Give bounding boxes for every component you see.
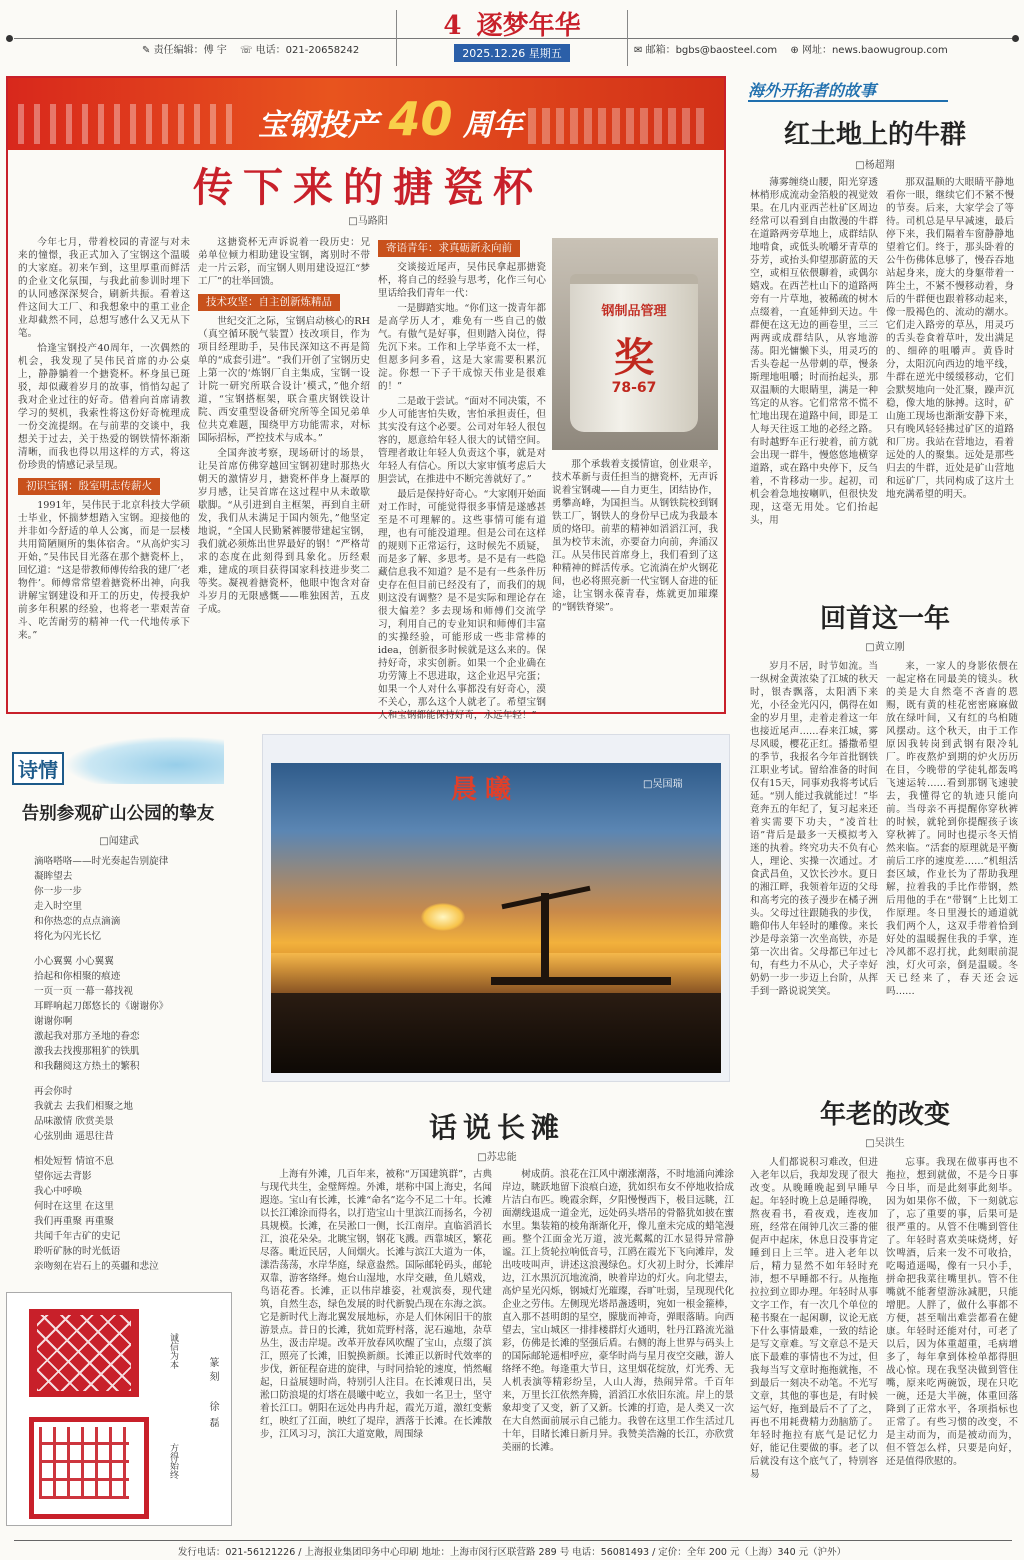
cup-inscription: 钢制品管理 <box>601 304 667 319</box>
paragraph: 岁月不居，时节如流。当一纵树金黄浓染了江城的秋天时，银杏飘落，太阳洒下来光，小径金光闪闪，偶得在如金的岁月里，走着走着这一年也接近尾声……春来江城，雾尽风暖，樱花正红。播撒希望的季节，我报名今年首批钢铁江职业考试。留给准备的时间仅有15天，同事劝我将考试后延。“别人能过我就能过！”毕竟奔五的年纪了，复习起来还着实需要下功夫，“凌首壮语”背后是最多一天模拟考入迷的执着。终究功夫不负有心人，理论、实操一次通过。才食武昌鱼，又饮长沙水。夏日的湘江畔，我领着年迈的父母和高考完的孩子漫步在橘子洲头。父母过往跟随我的步伐，瞻仰伟人年轻时的雕像。来长沙是母亲第一次坐高铁，亦是第一次出省。父母都已年过七旬，有些力不从心，犬子幸好奶奶一步一步迈上台阶，从挥手到一路说说笑笑。 <box>750 661 878 997</box>
paragraph: 忘事。我现在做事再也不拖拉，想到就做，不是今日事今日毕，而是此刻事此刻毕。因为如果你不做，下一刻就忘了，忘了重要的事，后果可是很严重的。从管不住嘴到管住了。年轻时喜欢美味烧烤，好饮啤酒，后来一发不可收拾，吃喝逍遥喝，像有一只小手，拼命把我菜往嘴里扒。管不住嘴就不能奢望游泳减肥，只能增肥。人胖了，做什么事都不方便，甚至喘出难尝都看在健康。年轻时还能对付，可老了以后，因为体重超重，毛病增多了，每年拿到体检单都得胆战心惊。现在我坚决做到管住嘴，原来吃两碗饭，现在只吃一碗，还是大半碗，体重回落降到了正常水平，各项指标也正常了。有些习惯的改变，不是主动而为，而是被动而为，但不管怎么样，只要是向好，还是值得欣慰的。 <box>886 1157 1018 1467</box>
cup-award-char: 奖 <box>614 334 654 381</box>
paragraph: 世纪交汇之际，宝钢启动核心的RH（真空循环脱气装置）技改项目，作为项目经理助手，吴伟民深知这不再是简单的“成套引进”。“我们开创了宝钢历史上第一次的‘炼钢厂自主集成，宝钢一设计院一研究所联合设计’模式，”他介绍道，“宝钢搭框架，联合重庆钢铁设计院、西安重型设备研究所等全国兄弟单位共克难题，围绕甲方功能需求，对标国际招标，严控技术与成本。” <box>198 316 370 444</box>
poem-line: 相处短暂 情谊不息 <box>34 1156 114 1167</box>
poem-stanza <box>34 854 228 944</box>
poem-line: 凝眸望去 <box>34 871 73 882</box>
sun <box>421 903 465 931</box>
lookback-col-1 <box>750 660 878 1044</box>
poem-line: 何时在这里 在这里 <box>34 1201 114 1212</box>
poem-line: 小心翼翼 小心翼翼 <box>34 956 114 967</box>
seal-box <box>6 1292 232 1526</box>
pier-silhouette <box>491 977 671 985</box>
poem-line: 再会你时 <box>34 1086 73 1097</box>
photo-title: 晨曦 <box>451 775 520 805</box>
main-col-2 <box>198 236 370 706</box>
river-reflection <box>271 953 721 993</box>
sunrise-photo <box>271 763 721 1073</box>
changtan-col-2 <box>502 1168 734 1534</box>
poem-line: 品味激情 欣赏美景 <box>34 1116 114 1127</box>
poem-section <box>4 736 232 1276</box>
poem-line: 拾起和你相聚的痕迹 <box>34 971 121 982</box>
changtan-title: 话说长滩 <box>428 1111 565 1144</box>
poem-stanza <box>34 1154 228 1274</box>
footer-text: 发行电话：021-56121226 / 上海报业集团印务中心印刷 地址：上海市闵行区联营路 289 号 电话：56081493 / 定价：全年 200 元（上海）340 元（沪外） <box>177 1547 847 1558</box>
paragraph: 恰逢宝钢投产40周年，一次偶然的机会，我发现了吴伟民首席的办公桌上，静静躺着一个搪瓷杯。杯身虽已斑驳，却似藏着岁月的故事，悄悄勾起了我对企业过往的好奇。借着向首席请教学习的契机，我索性将这份好奇梳理成一份交流提纲。在与前辈的交谈中，我想关于过去，关于热爱的钢铁情怀渐渐清晰，而我也得以用这样的方式，将这份珍贵的情感记录呈现。 <box>18 343 190 471</box>
author-mark: □ <box>99 836 109 847</box>
footer-line <box>14 1540 1012 1541</box>
overseas-col-1 <box>750 176 878 572</box>
poem-line: 我们再重聚 再重聚 <box>34 1216 114 1227</box>
poem-line: 我就去 去我们相聚之地 <box>34 1101 133 1112</box>
paragraph: 树成荫。浪花在江风中潮涨潮落，不时地涌向滩涂岸边，眺跃地留下浪痕白迹，犹如织布女不停地收拾成片洁白布匹。晚霞余辉，夕阳慢慢西下，极目远眺，江面潮线退成一道金光，远处码头塔吊的骨骼犹如披在蜜水里。集装箱的棱角渐渐化开，像儿童未完成的蜡笔漫画。整个江面金光万道，波光粼粼的江水显得异常静谧。江上货轮拉响低音号，江鸥在霞光下飞向滩岸，发出吱吱叫声，讲述这浪漫绿色。灯火初上时分，长滩岸边，江水黑沉沉地流淌，映着岸边的灯火。向北望去，高炉星光闪烁，钢城灯光璀璨，吞旷吐弱，呈现现代化企业之劳伟。左侧现光塔昂盏透明，宛如一根金箍棒，直入那不甚明朗的星空，朦胧而神奇，弹眼落睛。向西望去，宝山城区一排排楼群灯火通明，牡丹江路流光溢彩，仿佛是长滩的坚强后盾。右侧的海上世界与码头上的国际邮轮遥相呼应，豪华时尚与星月夜空交融，游人络绎不绝。每逢重大节日，这里烟花绽放，灯光秀、无人机表演等精彩纷呈，人山人海，热闹异常。千百年来，万里长江依然奔腾，滔滔江水依旧东流。岸上的景象却变了又变，新了又新。长滩的打造，是人类又一次在大自然面前展示自己能力。我曾在这里工作生活过几十年，目睹长滩日新月异。我赞美浩瀚的长江，亦欣赏美丽的长滩。 <box>502 1169 734 1453</box>
subhead-1: 初识宝钢：殷室明志传薪火 <box>18 478 160 495</box>
header-dot-left <box>6 35 13 42</box>
paragraph: 上海有外滩，几百年来，被称“万国建筑群”，古典与现代共生，金璧辉煌。外滩，堪称中国上海史，名闻遐迩。宝山有长滩，长滩“命名”迄今不足二十年。长滩以长江滩涂而得名，以打造宝山十里滨江而扬名，今初具规模。长滩，在吴淞口一侧，长江南岸。直临滔滔长江，浪花朵朵。北眺宝钢，钢花飞溅。西靠城区，繁花尽落。毗近民居，人间烟火。长滩与滨江大道为一体，漾浩荡荡，水岸华庭，绿意盎然。国际邮轮码头，邮轮双靠，游客络绎。炮台山湿地，水岸交融，鱼儿嬉戏，鸟语花香。长滩，正以伟岸雄姿，社观滨奏，现代建筑，自然生态，绿色发展的时代新貌凸现在东海之滨。它是新时代上海北翼发展地标，亦是人们休闲旧干的旅游景点。昔日的长滩，犹如荒野村落，泥石遍地，杂草丛生，汲击岸堤。改革开放春风吹醒了宝山，点缀了滨江，照亮了长滩，旧貌换新颜。长滩正以新时代效率的步伐，新征程奋进的旋律，与时同拾轮的速度，悄然崛起，日益展翅时尚，特别引人注目。在长滩观日出，吴淞口防浪堤的灯塔在晨曦中屹立，我如一名卫士，坚守着长江口。朝阳在远处冉冉升起，霞光万道，激红变紫红，映红了江面，映红了堤岸，洒落于长滩。在长滩散步，江风习习，滨江大道宽敞，周围绿 <box>260 1169 492 1440</box>
banner-right: 周年 <box>462 108 523 143</box>
changtan-author: 苏忠能 <box>486 1152 517 1163</box>
main-article-author: 马路阳 <box>357 216 388 227</box>
main-col-4 <box>552 458 718 706</box>
main-article-title: 传下来的搪瓷杯 <box>193 164 543 211</box>
enamel-cup-photo <box>552 238 718 450</box>
cup-body <box>570 274 698 432</box>
paragraph: 这搪瓷杯无声诉说着一段历史：兄弟单位倾力相助建设宝钢，离别时不带走一片云彩，而宝钢人则用建设逗江“梦工厂”的壮举回馈。 <box>198 237 370 287</box>
page-number: 4 <box>443 11 462 41</box>
oldage-author: 吴洪生 <box>874 1138 905 1149</box>
oldage-section <box>750 1094 1020 1538</box>
overseas-section <box>730 76 1020 576</box>
poem-line: 激我去找搜那粗犷的铁肌 <box>34 1046 140 1057</box>
poem-line: 聆听矿脉的时光低语 <box>34 1246 121 1257</box>
header-phone: 电话：021-20658242 <box>255 45 360 56</box>
paragraph: 一是脚踏实地。“你们这一拨青年都是高学历人才，难免有一些自己的傲气。有傲气是好事，但则踏入岗位，得先沉下来。工作和上学毕竟不太一样，但愿多问多看，这是大家需要积累沉淀。你想一下子干成惊天伟业是很难的！” <box>378 303 546 392</box>
changtan-section <box>254 1106 740 1536</box>
subhead-3: 寄语青年：求真砺新永向前 <box>378 240 520 257</box>
paragraph: 最后是保持好奇心。“大家刚开始面对工作时，可能觉得很多事情是遂感甚至是不可理解的。这些事情可能有道理，也有可能没道理。但是公司在这样的规则下正常运行，这时候先不质疑，而是多了解、多思考。是不是有一些隐藏信息我不知道？是不是有一些条件历史存在但目前已经没有了，而我们的规则这没有调整？是不是实际和理论存在很大偏差？多去现场和师傅们交流学习，利用自己的专业知识和师傅们丰富的实操经验，可能形成一些非常棒的idea，创新很多时候就是这么来的。保持好奇，求实创新。如果一个企业确在功劳簿上不思进取，这企业迟早完蛋；如果一个人对什么事都没有好奇心，漠不关心，那么这个人就老了。希望宝钢人和宝钢都能保持好奇，永远年轻！” <box>378 489 546 721</box>
cup-number: 78-67 <box>611 380 657 396</box>
poem-line: 和你热恋的点点滴滴 <box>34 916 121 927</box>
poem-line: 一页一页 一幕一幕找视 <box>34 986 133 997</box>
web-icon: ⊕ <box>790 45 799 56</box>
paragraph: 薄雾缠绕山腰，阳光穿透林梢形成流动金箔般的视觉效果。在几内亚西芒杜矿区周边经常可以看到自由散漫的牛群在道路两旁草地上，成群结队地啃食，或低头吮嚼牙青草的芬芳，或抬头仰望那蔚蓝的天空，或相互依偎聊着，或偶尔嬉戏。在西芒杜山下的道路两旁有一片草地，被稀疏的树木点缀着，一直延伸到天边。牛群便在这无边的画卷里，三三两两或成群结队，从容地游荡。阳光慵懒下头，用灵巧的舌头卷起一丛带刺的草，慢条斯理地咀嚼；时而抬起头，那双温顺的大眼睛里，满是一种笃定的从容。它们常常不慌不忙地出现在道路中间，即是工人每天往返工地的必经之路。有时越野车正行驶着，前方就会出现一群牛，慢悠悠地横穿道路，或在路中央停下，反刍着，不肯移动一步。起初，司机会着急地按喇叭，但很快发现，这毫无用处。它们抬起头，用 <box>750 177 878 526</box>
section-title: 逐梦年华 <box>476 11 581 41</box>
header-email: 邮箱：bgbs@baosteel.com <box>645 45 778 56</box>
header-dot-right <box>1012 35 1019 42</box>
poem-line: 谢谢你啊 <box>34 1016 73 1027</box>
main-col-1 <box>18 236 190 706</box>
poem-line: 共闻千年古矿的史记 <box>34 1231 121 1242</box>
phone-icon: ☏ <box>239 45 253 56</box>
author-mark: □ <box>348 216 358 227</box>
paragraph: 来，一家人的身影依偎在一起定格在同最美的镜头。秋的美是大自然毫不吝啬的恩赐，既有黄的桂花密密麻麻做放在绿叶间，又有红的乌桕随风摆动。这个秋天，由于工作原因我转岗到武钢有限冷轧厂。昨夜熬炉到期的炉火历历在目，今晚带的学徒轧都轰鸣飞速运转……看到那钢飞速驶去，我懂得它的轨迹只能向前。当母亲不再提醒你穿秋裤的时候，就轮到你提醒孩子该穿秋裤了。同时也提示冬天悄然来临。“活套的原理就是平衡前后工序的速度差……”机组活套区域，作业长为了帮助我理解，拉着我的手比作带钢，然后用他的手在“带钢”上比划工作原理。冬日里漫长的通道就我们两个人，这双手带着恰到好处的温暖握住我的手掌，连冷风都不忍打扰，此刻眼前混浊，灯火可亲，倒是温暖。冬天已经来了，春天还会远吗…… <box>886 661 1018 997</box>
poem-line: 心弦别曲 遥思往昔 <box>34 1131 114 1142</box>
lookback-col-2 <box>886 660 1018 1044</box>
banner-left: 宝钢投产 <box>258 108 378 143</box>
paragraph: 人们都说积习难改，但进入老年以后，我却发现了很大改变。从晚睡晚起到早睡早起。年轻时晚上总是睡得晚，熬夜看书，看夜戏，连夜加班，经常在闹钟几次三番的催促声中起床，休息日没事肯定睡到日上三竿。进入老年以后，精力显然不如年轻时充沛，想不早睡都不行。从拖拖拉拉到立即办理。年轻时从事文字工作，有一次几个单位的秘书聚在一起闲聊，议论无底下什么事情最难，一致的结论是写文章难。写文章总不是天底下最难的事情也不为过，但我每当写文章时拖拖就拖，不到最后一刻决不动笔。不光写文章，其他的事也是，有时候运气好，拖到最后不了了之，再也不用耗费精力劲脑筋了。年轻时拖拉有底气是记忆力好，能记住要做的事。老了以后就没有这个底气了，特别容易 <box>750 1157 878 1480</box>
city-silhouette <box>528 108 708 144</box>
author-mark: □ <box>865 1138 875 1149</box>
changtan-col-1 <box>260 1168 492 1534</box>
poem-line: 亲吻刻在岩石上的英疆和悲泣 <box>34 1261 159 1272</box>
poem-line: 耳畔响起刀郎悠长的《谢谢你》 <box>34 1001 169 1012</box>
seal-motto-1: 诚信为本 <box>168 1333 178 1369</box>
poem-tag: 诗情 <box>12 752 64 785</box>
author-mark: □ <box>477 1152 487 1163</box>
factory-silhouette <box>18 104 238 144</box>
poem-author: 闻建武 <box>108 836 139 847</box>
poem-line: 走入时空里 <box>34 901 82 912</box>
mail-icon: ✉ <box>634 45 643 56</box>
poem-line: 你一步一步 <box>34 886 82 897</box>
header-editor: 责任编辑：傅 宇 <box>153 45 227 56</box>
poem-line: 滴咯嗒咯——时光奏起告别旋律 <box>34 856 169 867</box>
poem-line: 我心中呼唤 <box>34 1186 82 1197</box>
paragraph: 今年七月，带着校园的青涩与对未来的憧憬，我正式加入了宝钢这个温暖的大家庭。初来乍到，这里厚重而鲜活的企业文化氛围，与我此前参训时埋下的认同感深深契合，刷新共振。看着这件这间大工厂、和我想象中的重工业企业却截然不同，总想写感什么又无从下笔。 <box>18 237 190 339</box>
lookback-author: 黄立刚 <box>874 642 905 653</box>
editor-icon: ✎ <box>142 45 151 56</box>
issue-date: 2025.12.26 星期五 <box>454 44 569 62</box>
overseas-author: 杨超翔 <box>864 160 895 171</box>
subhead-2: 技术攻坚：自主创新炼精品 <box>198 294 340 311</box>
poem-body <box>34 854 228 1284</box>
paragraph: 那个承载着支援情谊，创业艰辛，技术革新与责任担当的搪瓷杯，无声诉说着宝钢魂——自力更生，团结协作，勇攀高峰，为国担当。从钢铁院校到钢铁工厂，钢铁人的身份早已成为我最本质的烙印。前辈的精神如滔滔江河，我虽为校节末流，亦要奋力向前，奔涌汉江。从吴伟民首席身上，我们看到了这种精神的鲜活传承。它流淌在炉火钢花间，也必将照亮新一代宝钢人奋进的征途，让宝钢永葆青春，炼就更加璀璨的“钢铁脊梁”。 <box>552 459 718 613</box>
photo-credit-mark: □ <box>643 779 653 790</box>
banner-number: 40 <box>388 92 453 146</box>
paragraph: 全国奔波考察，现场研讨的场景，让吴首席仿佛穿越回宝钢初建时那热火朝天的激情岁月，搪瓷杯伴身上凝厚的岁月感，让吴首席在这过程中从未敢歇歇脚。“从引进到自主框架，再到自主研发，我们从未满足于国内领先，”他坚定地说，“全国人民勤紧裤腰带建起宝钢，我们就必须炼出世界最好的钢！”严格苛求的态度在此刻得到具象化。历经艰难，建成的项目获得国家科技进步奖二等奖。凝视着搪瓷杯，他眼中饱含对奋斗岁月的无限感慨——唯独困苦，五皮子成。 <box>198 448 370 615</box>
seal-stamp-1-pattern <box>37 1315 131 1391</box>
header-title-block <box>396 10 628 66</box>
poem-line: 激起我对那方圣地的眷恋 <box>34 1031 140 1042</box>
seal-stamp-2-pattern <box>39 1427 129 1499</box>
oldage-col-1 <box>750 1156 878 1534</box>
anniversary-banner <box>8 78 724 150</box>
photo-frame <box>262 734 730 1082</box>
poem-line: 将化为闪光长忆 <box>34 931 102 942</box>
photo-credit: 吴国瑞 <box>652 779 683 790</box>
overseas-col-2 <box>886 176 1014 572</box>
overseas-tag: 海外开拓者的故事 <box>748 81 877 100</box>
paragraph: 交谈接近尾声，吴伟民拿起那搪瓷杯，将自己的经验与思考，化作三句心里话给我们青年一代： <box>378 262 546 299</box>
oldage-col-2 <box>886 1156 1018 1534</box>
author-mark: □ <box>865 642 875 653</box>
poem-stanza <box>34 1084 228 1144</box>
lookback-title: 回首这一年 <box>819 604 950 634</box>
lookback-section <box>750 598 1020 1048</box>
poem-decoration <box>64 736 224 784</box>
seal-motto-2: 方得始终 <box>168 1443 178 1479</box>
paragraph: 那双温顺的大眼睛平静地看你一眼，继续它们不紧不慢的节奏。后来，大家学会了等待。司机总是早早减速，最后停下来，我们隔着车窗静静地望着它们。终于，那头卧着的公牛伤佛体息够了，慢吞吞地站起身来，庞大的身躯带着一阵尘土，不紧不慢移动着，身后的牛群便也跟着移动起来，像一股褐色的、流动的潮水。它们走入路旁的草丛，用灵巧的舌头卷食着草叶，发出满足的、细碎的咀嚼声。黄昏时分，太阳沉向西边的地平线，牛群在逆光中缓缓移动，它们会默契地向一处汇聚，躁声沉稳，像大地的脉搏。这时，矿山施工现场也渐渐安静下来，只有晚风轻轻拂过矿区的道路和厂房。我站在营地边，看着远处的人的聚集。远处是那些归去的牛群，近处是矿山营地和远矿厂，共同构成了这片土地充满希望的明天。 <box>886 177 1014 500</box>
author-mark: □ <box>855 160 865 171</box>
oldage-title: 年老的改变 <box>819 1100 950 1130</box>
poem-line: 望你远去背影 <box>34 1171 92 1182</box>
paragraph: 二是敢于尝试。“面对不同决策，不少人可能害怕失败，害怕承担责任，但其实没有这个必要。公司对年轻人很包容的，愿意给年轻人很大的试错空间。管理者敢让年轻人负责这个事，就是对年轻人有信心。所以大家审慎考虑后大胆尝试，在推进中不断完善就好了。” <box>378 396 546 485</box>
poem-stanza <box>34 954 228 1074</box>
paragraph: 1991年，吴伟民于北京科技大学硕士毕业，怀揣梦想踏入宝钢。迎接他的并非如今舒适的单人公寓，而是一层楼共用简陋厕所的集体宿舍。“从高炉实习开始，”吴伟民目光落在那个搪瓷杯上，回忆道：“这是带教师傅传给我的建厂‘老物件’。师傅常常望着搪瓷杯出神，向我讲解宝钢建设和开工的历史，传授我炉前多年积累的经验，也将老一辈艰苦奋斗、吃苦耐劳的精神一代一代地传承下来。” <box>18 500 190 641</box>
poem-title: 告别参观矿山公园的挚友 <box>21 804 215 824</box>
header-website: 网址：news.baowugroup.com <box>801 45 948 56</box>
main-article-box <box>6 76 726 721</box>
overseas-tag-underline <box>748 100 948 102</box>
seal-carver-name: 徐磊 <box>207 1401 218 1433</box>
seal-carver-label: 篆刻 <box>207 1357 218 1385</box>
page-header <box>0 0 1024 72</box>
shore-silhouette <box>271 993 721 1073</box>
poem-line: 和我翻阅这方热土的繁积 <box>34 1061 140 1072</box>
main-col-3 <box>378 236 546 721</box>
overseas-title: 红土地上的牛群 <box>783 120 966 150</box>
crane-silhouette <box>541 893 549 983</box>
